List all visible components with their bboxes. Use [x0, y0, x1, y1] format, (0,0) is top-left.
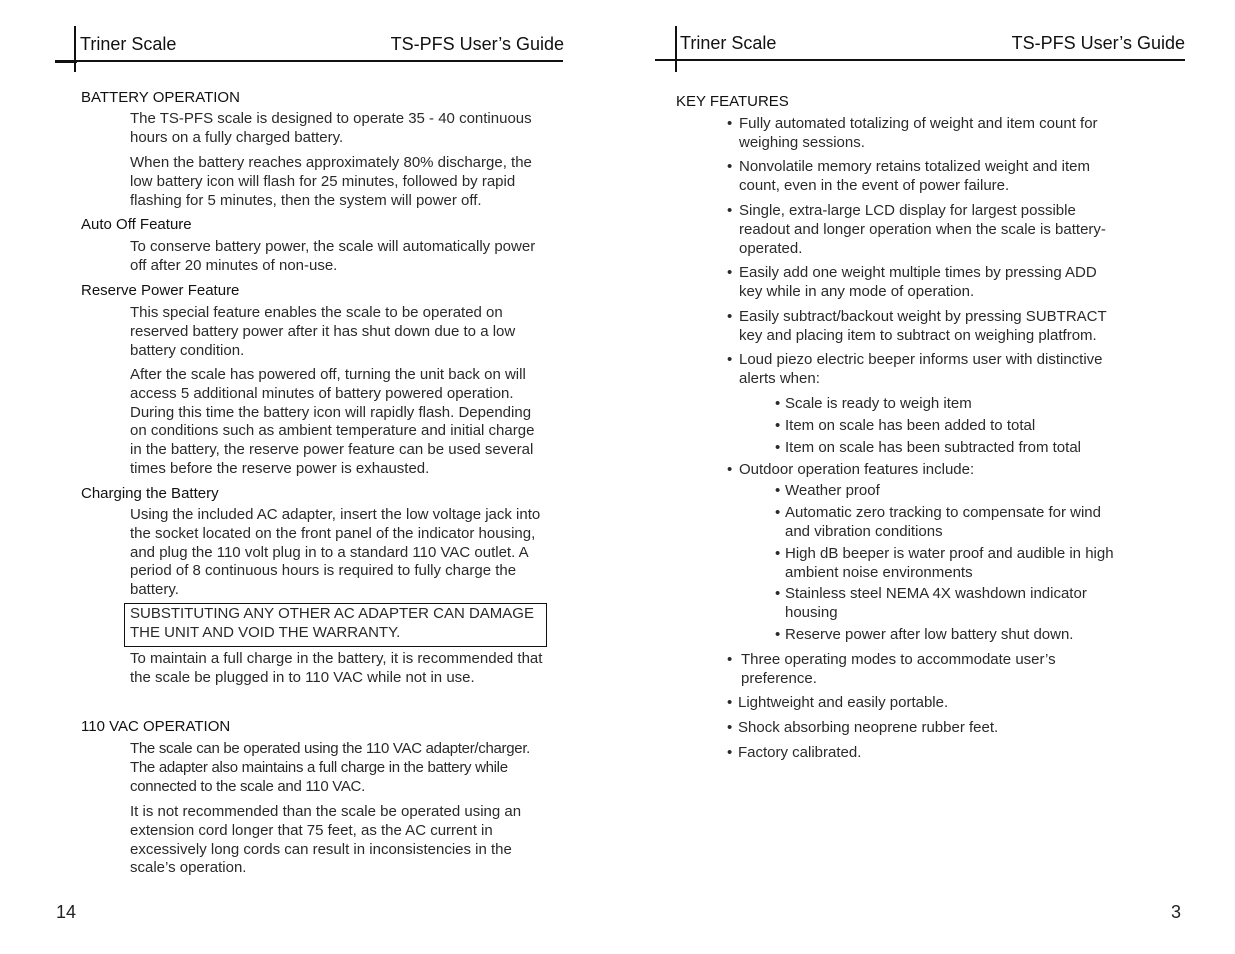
feature-text: Single, extra-large LCD display for largest possible readout and longer operation when the scale is battery-operated. — [739, 202, 1106, 257]
feature-text: Easily add one weight multiple times by pressing ADD key while in any mode of operation. — [739, 264, 1097, 300]
bullet-dot: • — [727, 461, 733, 478]
sub-text: Item on scale has been subtracted from total — [785, 439, 1081, 456]
reserve-power-heading: Reserve Power Feature — [81, 282, 240, 299]
feature-text: Fully automated totalizing of weight and item count for weighing sessions. — [739, 115, 1098, 151]
outdoor-sub-bullet — [775, 482, 1120, 501]
left-header-rule-thin — [55, 62, 77, 63]
charging-heading: Charging the Battery — [81, 485, 219, 502]
outdoor-sub-bullet — [775, 545, 1120, 583]
feature-text: Loud piezo electric beeper informs user with distinctive alerts when: — [739, 351, 1103, 387]
bullet-dot: • — [775, 585, 781, 602]
sub-text: Item on scale has been added to total — [785, 417, 1036, 434]
feature-bullet — [727, 651, 1119, 689]
bullet-dot: • — [727, 202, 733, 219]
bullet-dot: • — [775, 482, 781, 499]
feature-bullet — [727, 719, 1119, 738]
vac-operation-heading: 110 VAC OPERATION — [81, 718, 231, 735]
right-header-guide: TS-PFS User’s Guide — [1011, 33, 1185, 53]
bullet-dot: • — [727, 115, 733, 132]
left-header-title: Triner Scale — [80, 34, 177, 54]
bullet-dot: • — [727, 351, 733, 368]
charging-p1: Using the included AC adapter, insert the low voltage jack into the socket located on the front panel of the indicator housing, and plug the 110 volt plug in to a standard 110 VAC outlet. A period of 8 continuous hours is required to fully charge the battery. — [130, 506, 541, 599]
battery-operation-p1: The TS-PFS scale is designed to operate 35 - 40 continuous hours on a fully charged battery. — [130, 110, 532, 146]
left-page-number: 14 — [56, 902, 77, 922]
feature-bullet — [727, 202, 1119, 258]
feature-text: Lightweight and easily portable. — [738, 694, 949, 711]
feature-text: Factory calibrated. — [738, 744, 862, 761]
feature-text: Shock absorbing neoprene rubber feet. — [738, 719, 999, 736]
sub-text: Automatic zero tracking to compensate for wind and vibration conditions — [785, 504, 1101, 540]
bullet-dot: • — [775, 439, 781, 456]
sub-text: Weather proof — [785, 482, 880, 499]
bullet-dot: • — [775, 545, 781, 562]
left-header-guide: TS-PFS User’s Guide — [390, 34, 564, 54]
feature-bullet — [727, 264, 1119, 302]
bullet-dot: • — [727, 264, 733, 281]
feature-text: Outdoor operation features include: — [739, 461, 975, 478]
right-header-title: Triner Scale — [680, 33, 777, 53]
left-header-rule — [55, 60, 563, 62]
feature-text: Nonvolatile memory retains totalized weight and item count, even in the event of power failure. — [739, 158, 1090, 194]
bullet-dot: • — [775, 504, 781, 521]
outdoor-sub-bullet — [775, 626, 1120, 645]
right-header-vertical-mark — [675, 26, 677, 72]
battery-operation-p2: When the battery reaches approximately 80% discharge, the low battery icon will flash for 25 minutes, followed by rapid flashing for 5 minutes, then the system will power off. — [130, 154, 532, 209]
outdoor-sub-bullet — [775, 504, 1120, 542]
vac-operation-p2: It is not recommended than the scale be operated using an extension cord longer that 75 feet, as the AC current in excessively long cords can result in inconsistencies in the scale’s operation. — [130, 803, 522, 877]
feature-bullet — [727, 115, 1119, 153]
bullet-dot: • — [775, 417, 781, 434]
bullet-dot: • — [727, 719, 733, 736]
feature-text: Easily subtract/backout weight by pressing SUBTRACT key and placing item to subtract on weighing platfrom. — [739, 308, 1107, 344]
right-header-rule — [655, 59, 1185, 61]
key-features-heading: KEY FEATURES — [676, 93, 789, 110]
bullet-dot: • — [775, 395, 781, 412]
feature-bullet — [727, 744, 1119, 763]
bullet-dot: • — [727, 744, 733, 761]
left-header-vertical-mark — [74, 26, 76, 72]
feature-bullet — [727, 308, 1119, 346]
beeper-sub-bullet — [775, 395, 1120, 414]
bullet-dot: • — [727, 651, 733, 668]
bullet-dot: • — [727, 158, 733, 175]
right-page-number: 3 — [1171, 902, 1182, 922]
feature-bullet-outdoor — [727, 461, 1119, 480]
outdoor-sub-bullet — [775, 585, 1120, 623]
reserve-power-p1: This special feature enables the scale to be operated on reserved battery power after it has shut down due to a low battery condition. — [130, 304, 516, 359]
feature-text: Three operating modes to accommodate user’s preference. — [741, 651, 1056, 687]
battery-operation-heading: BATTERY OPERATION — [81, 89, 240, 106]
charging-p2: To maintain a full charge in the battery, it is recommended that the scale be plugged in to 110 VAC while not in use. — [130, 650, 543, 686]
sub-text: Scale is ready to weigh item — [785, 395, 972, 412]
feature-bullet — [727, 351, 1119, 389]
bullet-dot: • — [727, 694, 733, 711]
sub-text: Reserve power after low battery shut down. — [785, 626, 1074, 643]
beeper-sub-bullet — [775, 417, 1120, 436]
feature-bullet — [727, 694, 1119, 713]
sub-text: Stainless steel NEMA 4X washdown indicator housing — [785, 585, 1087, 621]
sub-text: High dB beeper is water proof and audible in high ambient noise environments — [785, 545, 1114, 581]
warning-box: SUBSTITUTING ANY OTHER AC ADAPTER CAN DAMAGE THE UNIT AND VOID THE WARRANTY. — [124, 603, 547, 647]
feature-bullet — [727, 158, 1119, 196]
auto-off-heading: Auto Off Feature — [81, 216, 192, 233]
bullet-dot: • — [775, 626, 781, 643]
reserve-power-p2: After the scale has powered off, turning the unit back on will access 5 additional minutes of battery powered operation. During this time the battery icon will rapidly flash. Depending on conditions such as ambient temperature and initial charge in the battery, the reserve power feature can be used several times before the reserve power is exhausted. — [130, 366, 535, 477]
vac-operation-p1: The scale can be operated using the 110 VAC adapter/charger. The adapter also maintains a full charge in the battery while connected to the scale and 110 VAC. — [130, 740, 531, 795]
beeper-sub-bullet — [775, 439, 1120, 458]
auto-off-p1: To conserve battery power, the scale will automatically power off after 20 minutes of non-use. — [130, 238, 536, 274]
bullet-dot: • — [727, 308, 733, 325]
